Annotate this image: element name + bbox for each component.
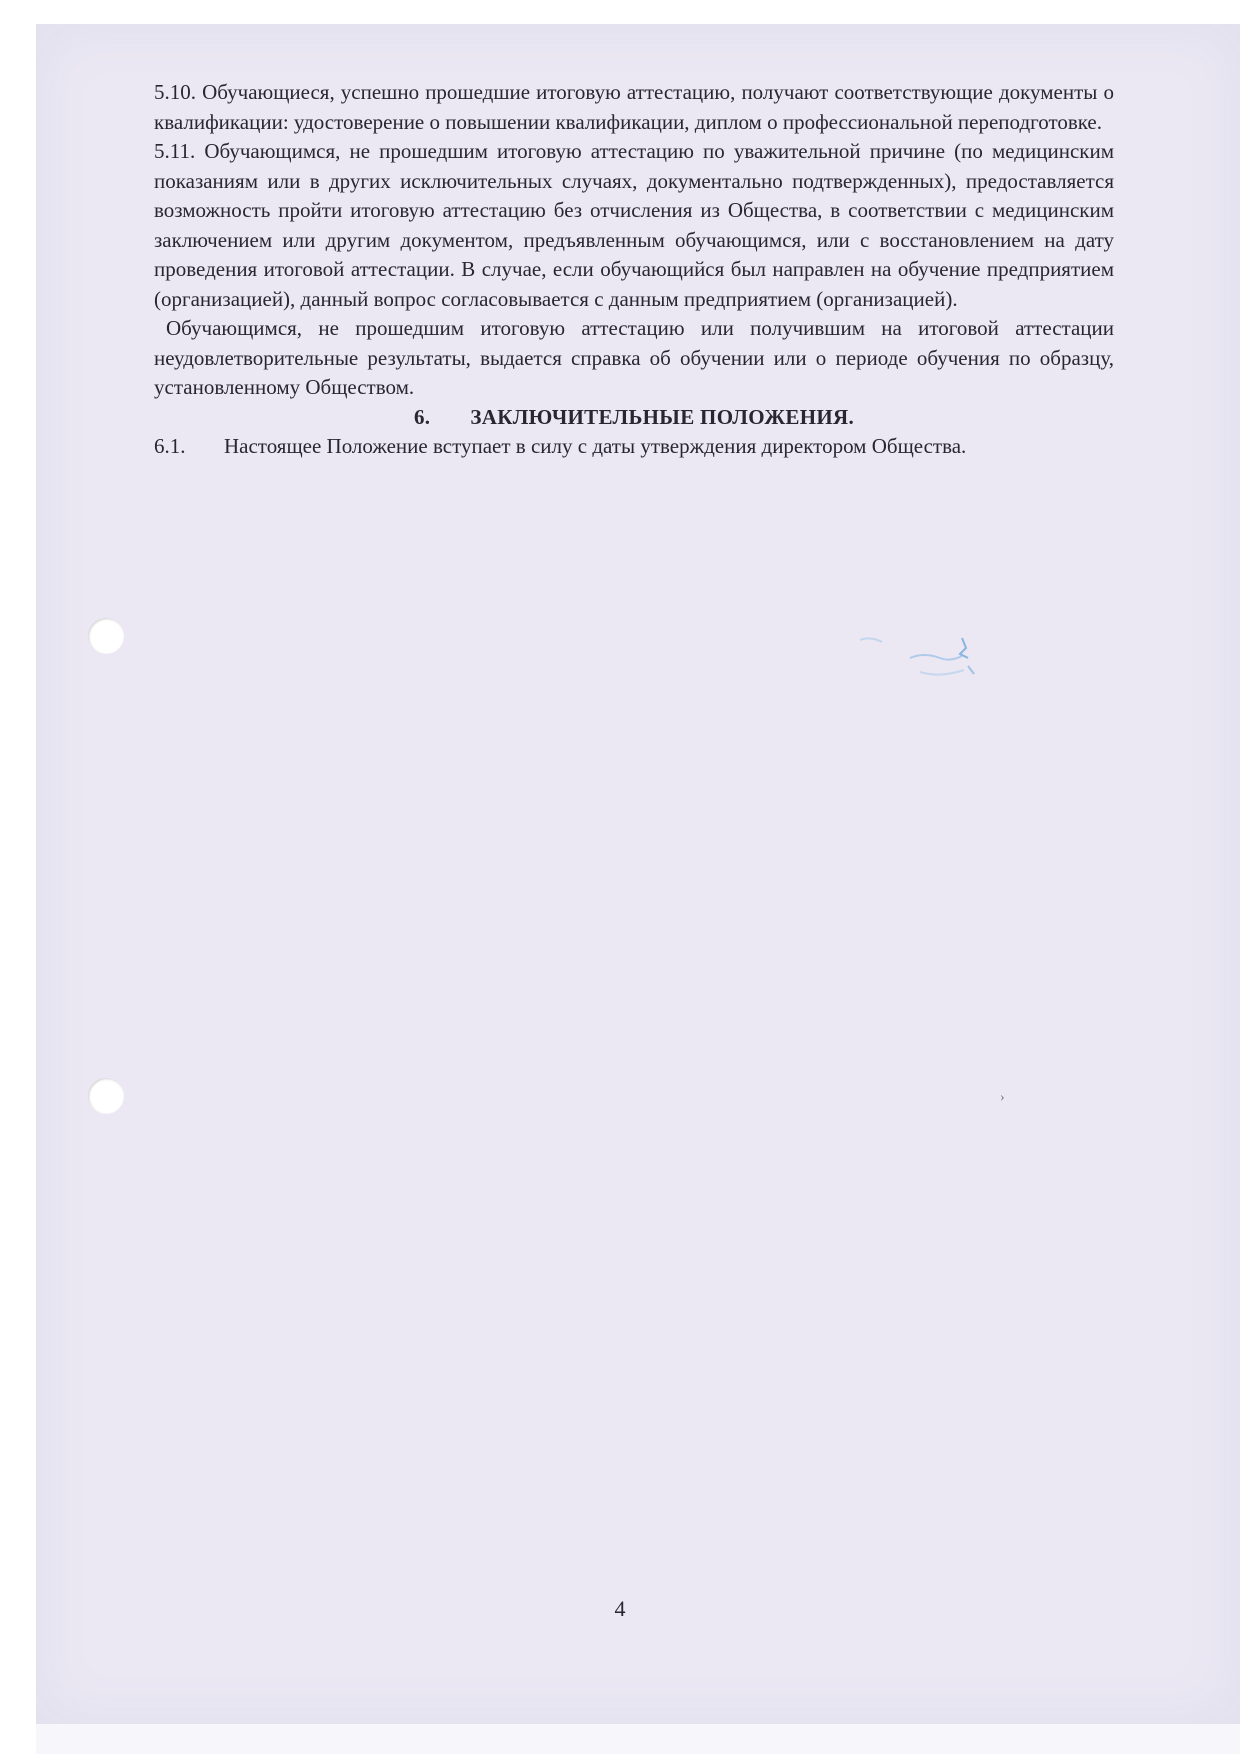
section-6-number: 6. — [414, 404, 431, 429]
item-6-1 — [154, 432, 1114, 462]
page-number: 4 — [614, 1596, 626, 1621]
scan-bottom-margin — [36, 1724, 1240, 1754]
section-6-heading — [154, 403, 1114, 433]
punch-hole-bottom — [88, 1078, 124, 1114]
punch-hole-top — [88, 618, 124, 654]
item-6-1-number: 6.1. — [154, 434, 186, 458]
paragraph-certificate: Обучающимся, не прошедшим итоговую аттестацию или получившим на итоговой аттестации неудовлетворительные результаты, выдается справка об обучении или о периоде обучения по образцу, установленному Обществом. — [154, 316, 1114, 399]
section-6-title: ЗАКЛЮЧИТЕЛЬНЫЕ ПОЛОЖЕНИЯ. — [470, 404, 854, 429]
document-body — [154, 78, 1114, 462]
stray-pen-mark: › — [1000, 1090, 1005, 1105]
paragraph-5-10: 5.10. Обучающиеся, успешно прошедшие итоговую аттестацию, получают соответствующие документы о квалификации: удостоверение о повышении квалификации, диплом о профессиональной переподготовке. — [154, 80, 1114, 134]
paragraph-5-11: 5.11. Обучающимся, не прошедшим итоговую аттестацию по уважительной причине (по медицинским показаниям или в других исключительных случаях, документально подтвержденных), предоставляется возможность пройти итоговую аттестацию без отчисления из Общества, в соответствии с медицинским заключением или другим документом, предъявленным обучающимся, или с восстановлением на дату проведения итоговой аттестации. В случае, если обучающийся был направлен на обучение предприятием (организацией), данный вопрос согласовывается с данным предприятием (организацией). — [154, 139, 1114, 311]
item-6-1-text: Настоящее Положение вступает в силу с даты утверждения директором Общества. — [224, 434, 967, 458]
faint-stamp-trace — [850, 620, 1010, 690]
